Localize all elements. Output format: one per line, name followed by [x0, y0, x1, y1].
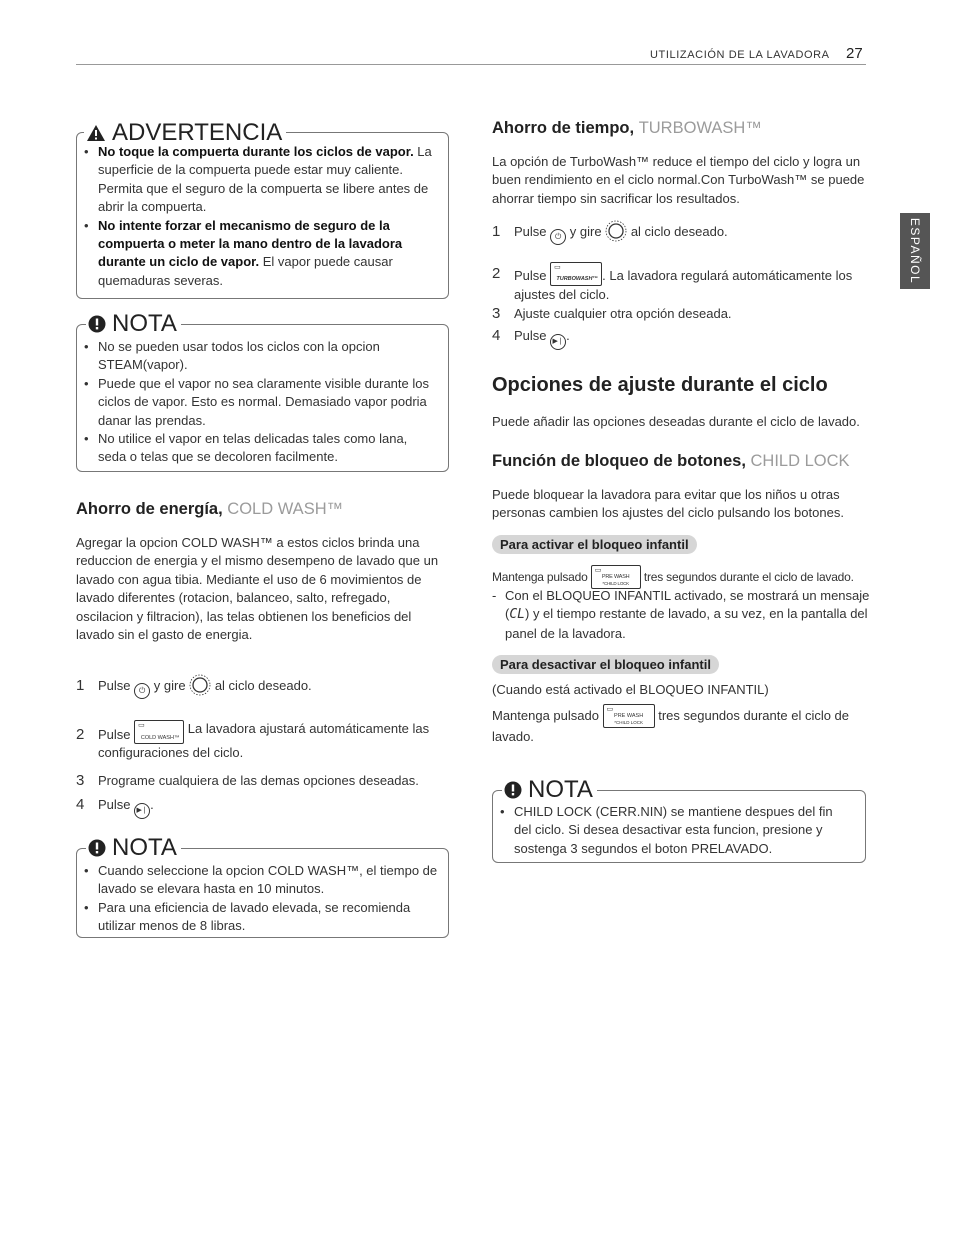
turbowash-step-4: 4 Pulse ▶❘ . [492, 327, 870, 350]
options-paragraph: Puede añadir las opciones deseadas durante el ciclo de lavado. [492, 414, 860, 429]
turbowash-paragraph: La opción de TurboWash™ reduce el tiempo del ciclo y logra un buen rendimiento en el ciclo normal.Con TurboWash™ se puede ahorrar tiempo sin sacrificar los resultados. [492, 154, 865, 206]
turbowash-button-icon: ▭ TURBOWASH™ [550, 262, 602, 286]
list-item: • Cuando seleccione la opcion COLD WASH™, el tiempo de lavado se elevara hasta en 10 minutos. [77, 862, 439, 899]
cold-wash-step-4: 4 Pulse ▶❘ . [76, 796, 448, 819]
page-number: 27 [846, 45, 863, 62]
warning-list [77, 143, 439, 290]
start-pause-icon: ▶❘ [550, 334, 566, 350]
cycle-dial-icon [189, 674, 211, 696]
list-item: • Para una eficiencia de lavado elevada, se recomienda utilizar menos de 8 libras. [77, 899, 439, 936]
note-title: NOTA [86, 311, 181, 337]
child-lock-paragraph: Puede bloquear la lavadora para evitar que los niños u otras personas cambien los ajustes del ciclo pulsando los botones. [492, 487, 844, 521]
exclamation-icon [88, 839, 106, 857]
language-tab: ESPAÑOL [900, 213, 930, 289]
list-item: • CHILD LOCK (CERR.NIN) se mantiene despues del fin del ciclo. Si desea desactivar esta funcion, presione y sostenga 3 segundos el boton PRELAVADO. [493, 803, 853, 858]
exclamation-icon [88, 315, 106, 333]
note-list [77, 338, 439, 467]
section-title: UTILIZACIÓN DE LA LAVADORA [650, 49, 830, 61]
warning-icon [86, 124, 106, 142]
cold-wash-paragraph: Agregar la opcion COLD WASH™ a estos ciclos brinda una reduccion de energia y el mismo desempeno de lavado que un lavado con agua tibia. Mediante el uso de 6 movimientos de lavado diferentes (rotacion, balanceo, salto, refregado, oscilacion y filtracion), las telas obtienen los beneficios del lavado sin el gasto de energia. [76, 535, 439, 643]
cold-wash-step-3: 3 Programe cualquiera de las demas opciones deseadas. [76, 772, 419, 789]
power-icon: ⏻ [134, 683, 150, 699]
deactivate-instruction: Mantenga pulsado ▭ PRE WASH *CHILD LOCK tres segundos durante el ciclo de lavado. [492, 706, 850, 744]
note-list [77, 862, 439, 936]
list-item: • Puede que el vapor no sea claramente visible durante los ciclos de vapor. Esto es normal. Demasiado vapor podria danar las prendas. [77, 375, 439, 430]
cold-wash-heading: Ahorro de energía, COLD WASH™ [76, 500, 344, 518]
note-list [493, 803, 853, 858]
options-heading: Opciones de ajuste durante el ciclo [492, 374, 828, 396]
activate-instruction: Mantenga pulsado ▭ PRE WASH *CHILD LOCK tres segundos durante el ciclo de lavado. [492, 565, 870, 589]
warning-title: ADVERTENCIA [84, 120, 286, 146]
child-lock-heading: Función de bloqueo de botones, CHILD LOCK [492, 452, 850, 470]
prewash-button-icon: ▭ PRE WASH *CHILD LOCK [591, 565, 641, 589]
start-pause-icon: ▶❘ [134, 803, 150, 819]
power-icon: ⏻ [550, 229, 566, 245]
note-title: NOTA [86, 835, 181, 861]
turbowash-step-3: 3 Ajuste cualquier otra opción deseada. [492, 305, 732, 322]
note-title: NOTA [502, 777, 597, 803]
list-item: • No toque la compuerta durante los ciclos de vapor. La superficie de la compuerta puede estar muy caliente. Permita que el seguro de la compuerta se libere antes de abrir la compuerta. [77, 143, 439, 217]
prewash-button-icon: ▭ PRE WASH *CHILD LOCK [603, 704, 655, 728]
list-item: • No intente forzar el mecanismo de seguro de la compuerta o meter la mano dentro de la lavadora durante un ciclo de vapor. El vapor puede causar quemaduras severas. [77, 217, 439, 291]
turbowash-step-1: 1 Pulse ⏻ y gire al ciclo deseado. [492, 220, 870, 245]
turbowash-heading: Ahorro de tiempo, TURBOWASH™ [492, 119, 762, 137]
exclamation-icon [504, 781, 522, 799]
cold-wash-button-icon: ▭ COLD WASH™ [134, 720, 184, 744]
activate-label: Para activar el bloqueo infantil [492, 535, 697, 554]
turbowash-step-2: 2 Pulse ▭ TURBOWASH™ . La lavadora regulará automáticamente los ajustes del ciclo. [492, 264, 853, 302]
list-item: • No se pueden usar todos los ciclos con la opcion STEAM(vapor). [77, 338, 439, 375]
cold-wash-step-2: 2 Pulse ▭ COLD WASH™ La lavadora ajustará automáticamente las configuraciones del ciclo. [76, 721, 430, 760]
deactivate-label: Para desactivar el bloqueo infantil [492, 655, 719, 674]
deactivate-condition: (Cuando está activado el BLOQUEO INFANTIL) [492, 682, 769, 697]
cycle-dial-icon [605, 220, 627, 242]
header-rule [76, 64, 866, 65]
cold-wash-step-1: 1 Pulse ⏻ y gire al ciclo deseado. [76, 674, 448, 699]
activate-note: - Con el BLOQUEO INFANTIL activado, se mostrará un mensaje (CL) y el tiempo restante de lavado, a su vez, en la pantalla del panel de la lavadora. [492, 588, 870, 641]
list-item: • No utilice el vapor en telas delicadas tales como lana, seda o telas que se decoloren facilmente. [77, 430, 439, 467]
